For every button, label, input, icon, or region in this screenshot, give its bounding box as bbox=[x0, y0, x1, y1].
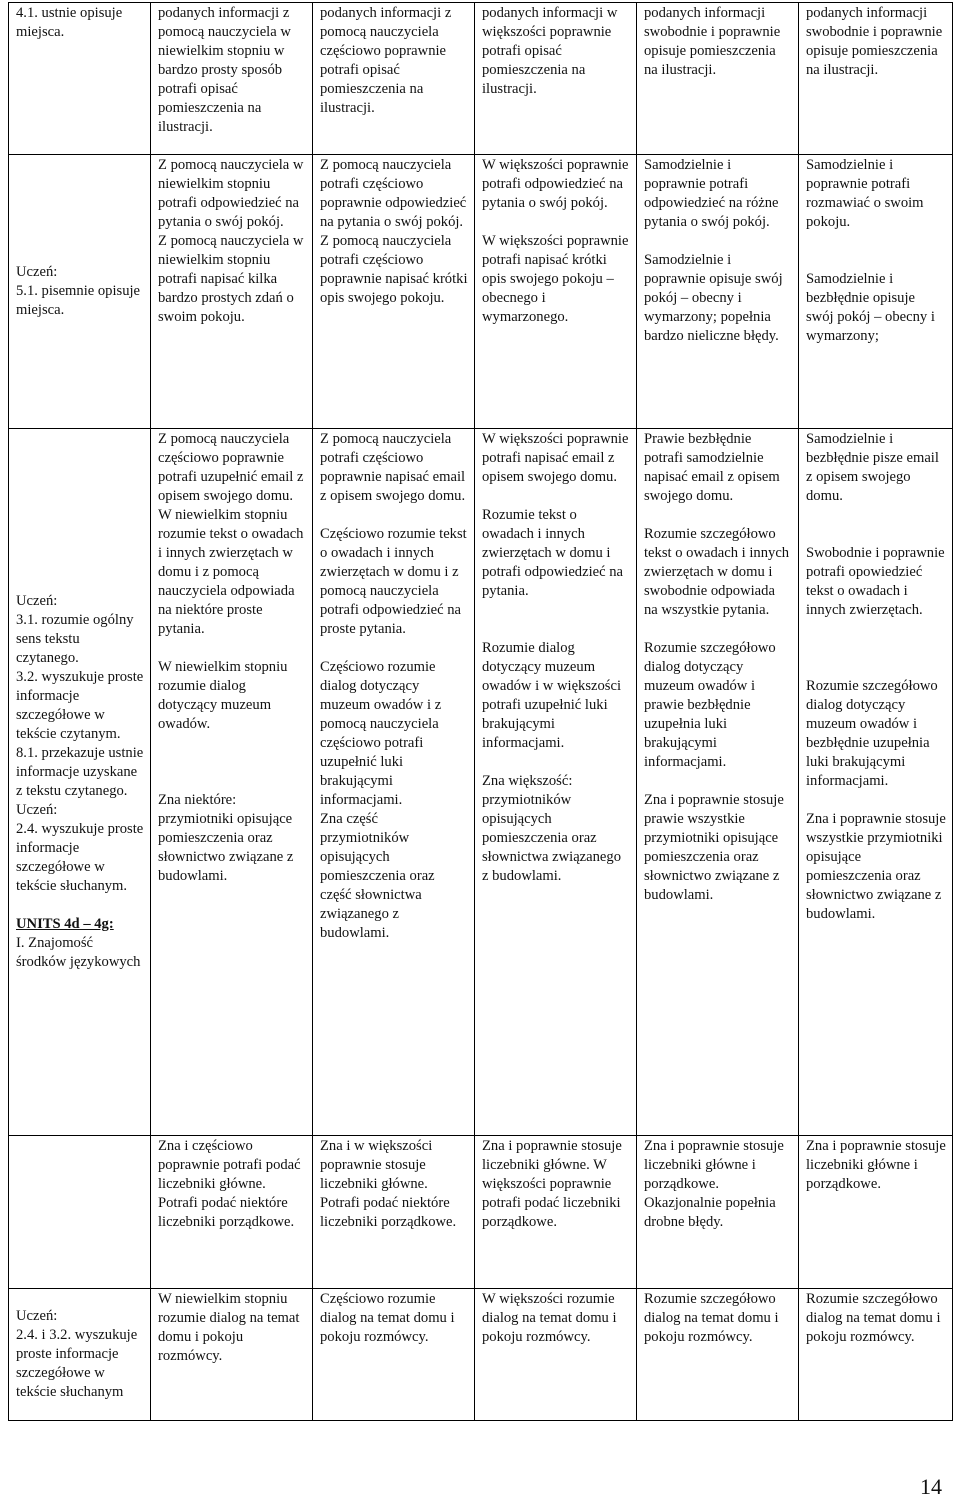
table-cell: Uczeń: 3.1. rozumie ogólny sens tekstu czytanego. 3.2. wyszukuje proste informacje szczegółowe w tekście czytanym. 8.1. przekazuje ustnie informacje uzyskane z tekstu czytanego. Uczeń: 2.4. wyszukuje proste informacje szczegółowe w tekście słuchanym. UNITS 4d – 4g: I. Znajomość środków językowych bbox=[9, 429, 151, 1136]
criteria-table bbox=[8, 2, 953, 1421]
table-row bbox=[9, 1289, 953, 1421]
table-cell: Częściowo rozumie dialog na temat domu i pokoju rozmówcy. bbox=[313, 1289, 475, 1421]
table-cell: podanych informacji swobodnie i poprawnie opisuje pomieszczenia na ilustracji. bbox=[637, 3, 799, 155]
table-row bbox=[9, 3, 953, 155]
table-cell: 4.1. ustnie opisuje miejsca. bbox=[9, 3, 151, 155]
table-row bbox=[9, 1136, 953, 1289]
table-cell bbox=[9, 1136, 151, 1289]
table-cell: Uczeń: 2.4. i 3.2. wyszukuje proste informacje szczegółowe w tekście słuchanym bbox=[9, 1289, 151, 1421]
table-cell: Z pomocą nauczyciela w niewielkim stopniu potrafi odpowiedzieć na pytania o swój pokój. Z pomocą nauczyciela w niewielkim stopniu potrafi napisać kilka bardzo prostych zdań o swoim pokoju. bbox=[151, 155, 313, 429]
page-number: 14 bbox=[920, 1474, 942, 1499]
table-cell: Zna i poprawnie stosuje liczebniki główne i porządkowe. bbox=[799, 1136, 953, 1289]
table-cell: W większości rozumie dialog na temat domu i pokoju rozmówcy. bbox=[475, 1289, 637, 1421]
table-cell: Rozumie szczegółowo dialog na temat domu i pokoju rozmówcy. bbox=[799, 1289, 953, 1421]
table-cell: Zna i częściowo poprawnie potrafi podać liczebniki główne. Potrafi podać niektóre liczebniki porządkowe. bbox=[151, 1136, 313, 1289]
table-cell: Z pomocą nauczyciela potrafi częściowo poprawnie odpowiedzieć na pytania o swój pokój. Z pomocą nauczyciela potrafi częściowo poprawnie napisać krótki opis swojego pokoju. bbox=[313, 155, 475, 429]
table-row bbox=[9, 429, 953, 1136]
table-cell: podanych informacji z pomocą nauczyciela częściowo poprawnie potrafi opisać pomieszczenia na ilustracji. bbox=[313, 3, 475, 155]
table-cell: podanych informacji z pomocą nauczyciela w niewielkim stopniu w bardzo prosty sposób potrafi opisać pomieszczenia na ilustracji. bbox=[151, 3, 313, 155]
table-cell: Samodzielnie i poprawnie potrafi odpowiedzieć na różne pytania o swój pokój. Samodzielnie i poprawnie opisuje swój pokój – obecny i wymarzony; popełnia bardzo nieliczne błędy. bbox=[637, 155, 799, 429]
table-row bbox=[9, 155, 953, 429]
table-cell: Zna i poprawnie stosuje liczebniki główne. W większości poprawnie potrafi podać liczebniki porządkowe. bbox=[475, 1136, 637, 1289]
table-cell: podanych informacji swobodnie i poprawnie opisuje pomieszczenia na ilustracji. bbox=[799, 3, 953, 155]
table-cell: Uczeń: 5.1. pisemnie opisuje miejsca. bbox=[9, 155, 151, 429]
page bbox=[8, 2, 952, 1421]
table-cell: Z pomocą nauczyciela potrafi częściowo poprawnie napisać email z opisem swojego domu. Częściowo rozumie tekst o owadach i innych zwierzętach w domu i z pomocą nauczyciela potrafi odpowiedzieć na proste pytania. Częściowo rozumie dialog dotyczący muzeum owadów i z pomocą nauczyciela częściowo potrafi uzupełnić luki brakującymi informacjami. Zna część przymiotników opisujących pomieszczenia oraz część słownictwa związanego z budowlami. bbox=[313, 429, 475, 1136]
table-cell: Prawie bezbłędnie potrafi samodzielnie napisać email z opisem swojego domu. Rozumie szczegółowo tekst o owadach i innych zwierzętach w domu i swobodnie odpowiada na wszystkie pytania. Rozumie szczegółowo dialog dotyczący muzeum owadów i prawie bezbłędnie uzupełnia luki brakującymi informacjami. Zna i poprawnie stosuje prawie wszystkie przymiotniki opisujące pomieszczenia oraz słownictwo związane z budowlami. bbox=[637, 429, 799, 1136]
table-cell: Samodzielnie i poprawnie potrafi rozmawiać o swoim pokoju. Samodzielnie i bezbłędnie opisuje swój pokój – obecny i wymarzony; bbox=[799, 155, 953, 429]
table-cell: W większości poprawnie potrafi odpowiedzieć na pytania o swój pokój. W większości poprawnie potrafi napisać krótki opis swojego pokoju – obecnego i wymarzonego. bbox=[475, 155, 637, 429]
table-cell: Rozumie szczegółowo dialog na temat domu i pokoju rozmówcy. bbox=[637, 1289, 799, 1421]
table-cell: Zna i w większości poprawnie stosuje liczebniki główne. Potrafi podać niektóre liczebniki porządkowe. bbox=[313, 1136, 475, 1289]
table-cell: podanych informacji w większości poprawnie potrafi opisać pomieszczenia na ilustracji. bbox=[475, 3, 637, 155]
table-cell: Z pomocą nauczyciela częściowo poprawnie potrafi uzupełnić email z opisem swojego domu. W niewielkim stopniu rozumie tekst o owadach i innych zwierzętach w domu i z pomocą nauczyciela odpowiada na niektóre proste pytania. W niewielkim stopniu rozumie dialog dotyczący muzeum owadów. Zna niektóre: przymiotniki opisujące pomieszczenia oraz słownictwo związane z budowlami. bbox=[151, 429, 313, 1136]
table-cell: W większości poprawnie potrafi napisać email z opisem swojego domu. Rozumie tekst o owadach i innych zwierzętach w domu i potrafi odpowiedzieć na pytania. Rozumie dialog dotyczący muzeum owadów i w większości potrafi uzupełnić luki brakującymi informacjami. Zna większość: przymiotników opisujących pomieszczenia oraz słownictwa związanego z budowlami. bbox=[475, 429, 637, 1136]
units-heading: UNITS 4d – 4g: bbox=[16, 915, 114, 932]
table-cell: Samodzielnie i bezbłędnie pisze email z opisem swojego domu. Swobodnie i poprawnie potrafi opowiedzieć tekst o owadach i innych zwierzętach. Rozumie szczegółowo dialog dotyczący muzeum owadów i bezbłędnie uzupełnia luki brakującymi informacjami. Zna i poprawnie stosuje wszystkie przymiotniki opisujące pomieszczenia oraz słownictwo związane z budowlami. bbox=[799, 429, 953, 1136]
table-cell: Zna i poprawnie stosuje liczebniki główne i porządkowe. Okazjonalnie popełnia drobne błędy. bbox=[637, 1136, 799, 1289]
table-cell: W niewielkim stopniu rozumie dialog na temat domu i pokoju rozmówcy. bbox=[151, 1289, 313, 1421]
